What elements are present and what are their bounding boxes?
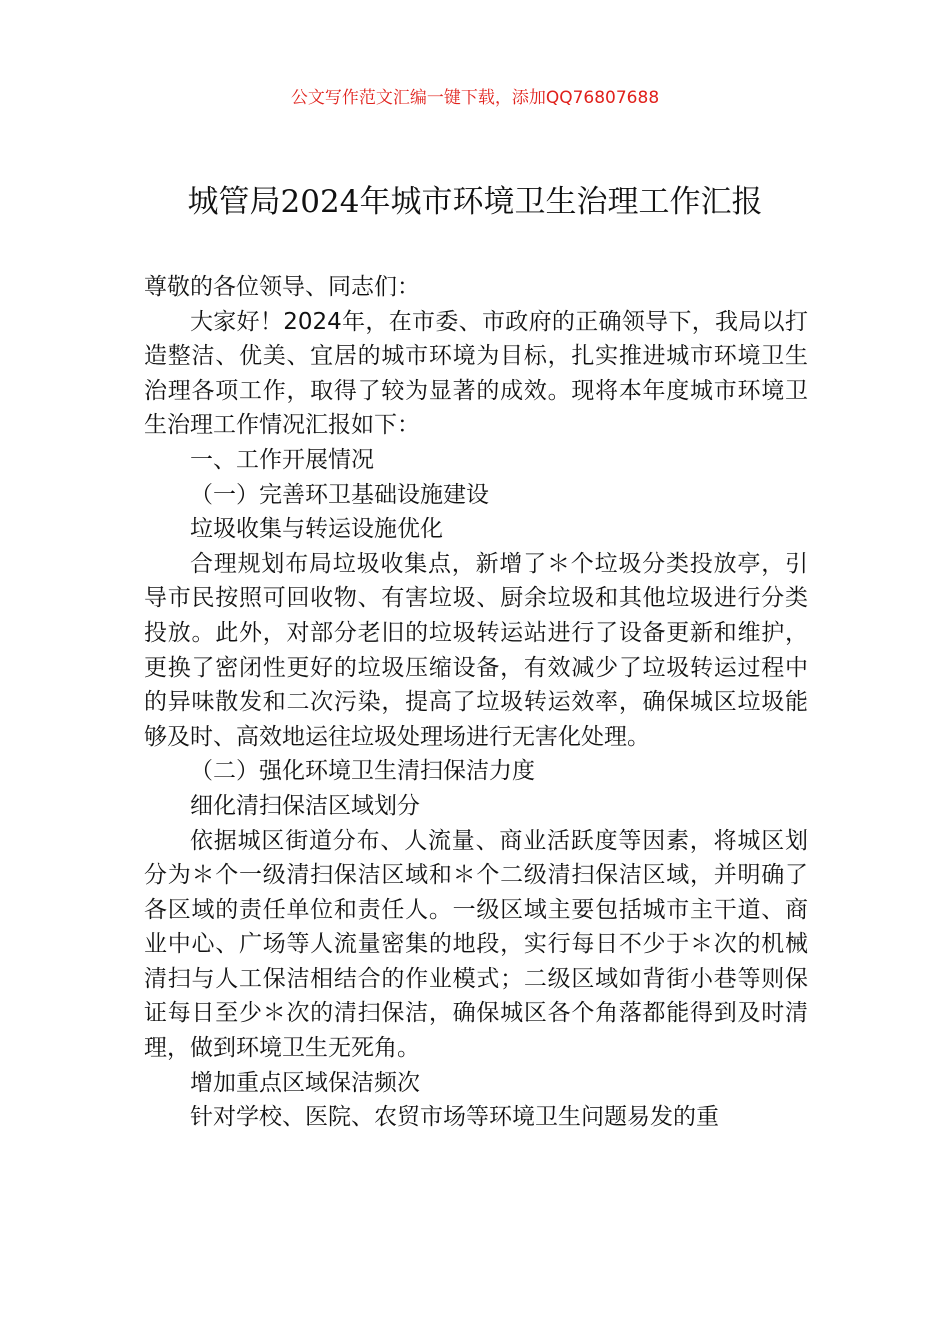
- document-body: [144, 270, 808, 1135]
- paragraph: 尊敬的各位领导、同志们：: [144, 274, 420, 300]
- paragraph: 一、工作开展情况: [190, 446, 374, 473]
- paragraph: 细化清扫保洁区域划分: [190, 792, 420, 819]
- paragraph: （二）强化环境卫生清扫保洁力度: [190, 758, 535, 785]
- download-notice: 公文写作范文汇编一键下载，添加QQ76807688: [290, 88, 660, 108]
- paragraph: 针对学校、医院、农贸市场等环境卫生问题易发的重: [190, 1104, 719, 1131]
- paragraph: 大家好！2024年，在市委、市政府的正确领导下，我局以打造整洁、优美、宜居的城市环境为目标，扎实推进城市环境卫生治理各项工作，取得了较为显著的成效。现将本年度城市环境卫生治理工作情况汇报如下：: [144, 308, 808, 439]
- paragraph: 合理规划布局垃圾收集点，新增了＊个垃圾分类投放亭，引导市民按照可回收物、有害垃圾、厨余垃圾和其他垃圾进行分类投放。此外，对部分老旧的垃圾转运站进行了设备更新和维护，更换了密闭性更好的垃圾压缩设备，有效减少了垃圾转运过程中的异味散发和二次污染，提高了垃圾转运效率，确保城区垃圾能够及时、高效地运往垃圾处理场进行无害化处理。: [144, 550, 808, 750]
- document-title: 城管局2024年城市环境卫生治理工作汇报: [187, 184, 763, 220]
- paragraph: 增加重点区域保洁频次: [190, 1069, 420, 1096]
- paragraph: （一）完善环卫基础设施建设: [190, 481, 489, 508]
- paragraph: 垃圾收集与转运设施优化: [190, 516, 443, 543]
- paragraph: 依据城区街道分布、人流量、商业活跃度等因素，将城区划分为＊个一级清扫保洁区域和＊个二级清扫保洁区域，并明确了各区域的责任单位和责任人。一级区域主要包括城市主干道、商业中心、广场等人流量密集的地段，实行每日不少于＊次的机械清扫与人工保洁相结合的作业模式；二级区域如背街小巷等则保证每日至少＊次的清扫保洁，确保城区各个角落都能得到及时清理，做到环境卫生无死角。: [144, 827, 808, 1062]
